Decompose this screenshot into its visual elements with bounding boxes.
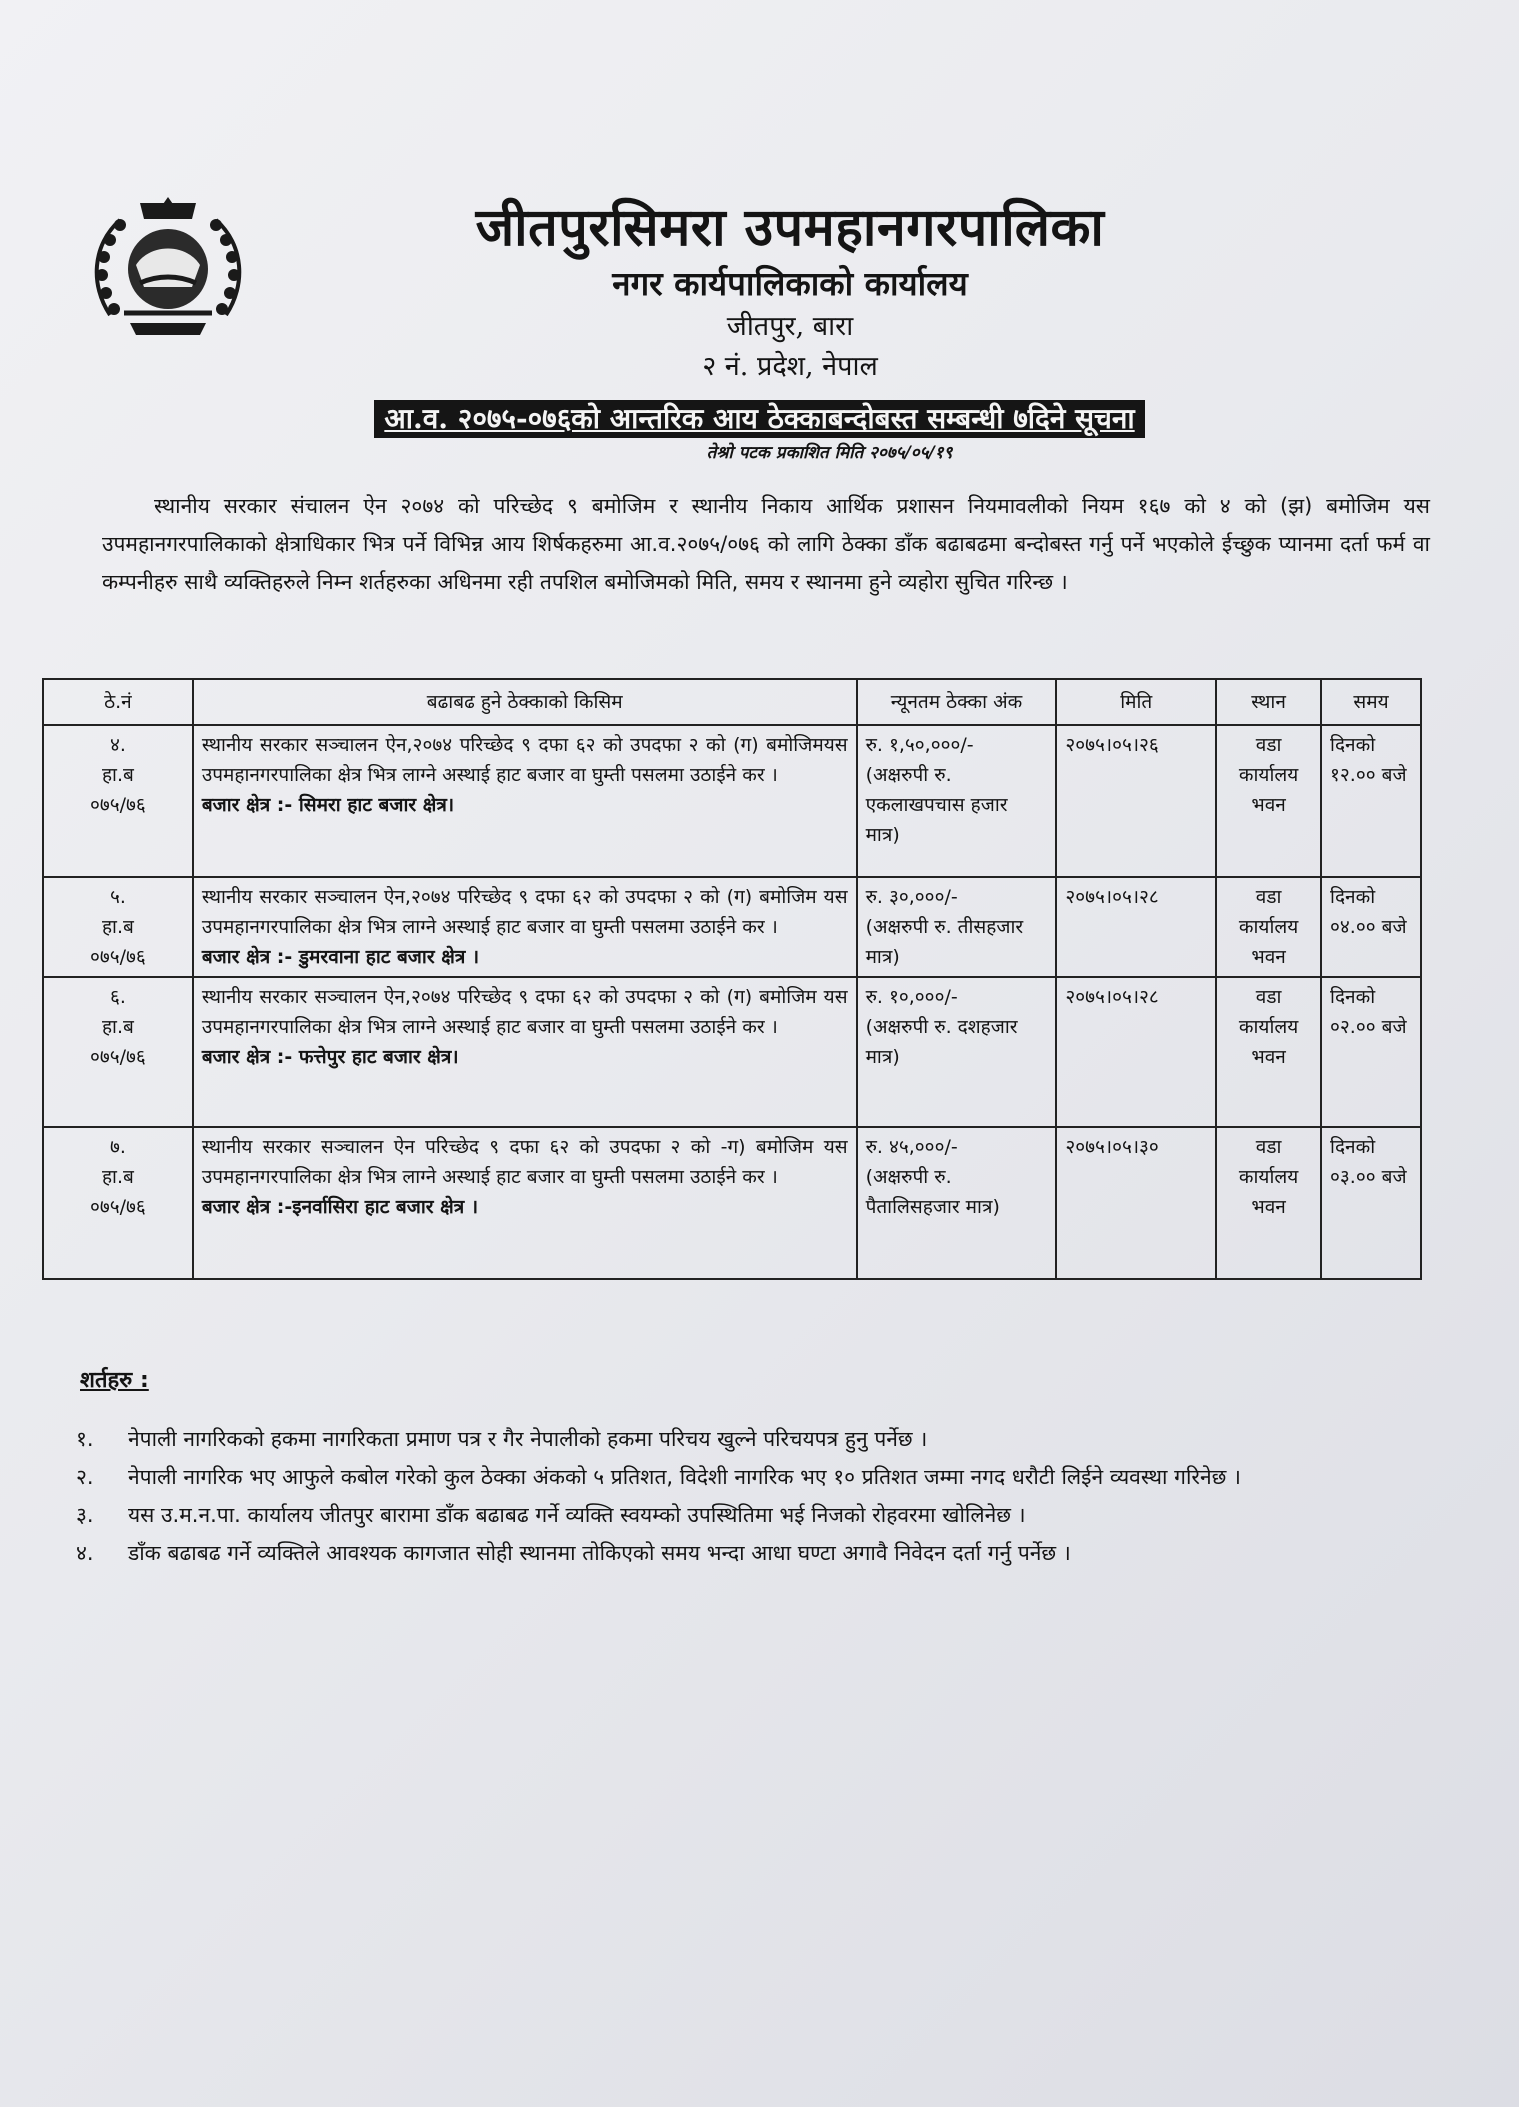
nepal-emblem-icon xyxy=(80,195,256,345)
row-amount-cell xyxy=(857,977,1057,1127)
row-amount-words: (अक्षरुपी रु. पैतालिसहजार मात्र) xyxy=(865,1166,1000,1218)
office-province: २ नं. प्रदेश, नेपाल xyxy=(702,351,878,382)
row-no-cell xyxy=(43,1127,193,1279)
row-desc-cell xyxy=(193,877,857,977)
office-name: नगर कार्यपालिकाको कार्यालय xyxy=(612,264,968,303)
header-no: ठे.नं xyxy=(43,679,193,725)
row-place: वडा कार्यालय भवन xyxy=(1216,725,1321,877)
row-time: दिनको ०३.०० बजे xyxy=(1321,1127,1421,1279)
list-item xyxy=(76,1458,1426,1496)
row-amount-words: (अक्षरुपी रु. तीसहजार मात्र) xyxy=(865,916,1024,968)
row-no-cell xyxy=(43,877,193,977)
table-row xyxy=(43,1127,1421,1279)
row-amount: रु. ३०,०००/- xyxy=(865,886,958,908)
terms-list xyxy=(76,1420,1426,1572)
row-no: ४. xyxy=(109,734,126,756)
banner-wrap xyxy=(0,400,1519,438)
row-no-cell xyxy=(43,977,193,1127)
row-year: ०७५/७६ xyxy=(90,946,146,968)
row-amount: रु. १०,०००/- xyxy=(865,986,958,1008)
table-header-row xyxy=(43,679,1421,725)
terms-title: शर्तहरु : xyxy=(80,1368,149,1393)
row-amount: रु. ४५,०००/- xyxy=(865,1136,958,1158)
term-number: ४. xyxy=(76,1541,94,1565)
row-amount-cell xyxy=(857,1127,1057,1279)
list-item xyxy=(76,1534,1426,1572)
row-amount-cell xyxy=(857,877,1057,977)
term-number: २. xyxy=(76,1465,94,1489)
row-desc-cell xyxy=(193,725,857,877)
row-amount-cell xyxy=(857,725,1057,877)
header-place: स्थान xyxy=(1216,679,1321,725)
term-text: डाँक बढाबढ गर्ने व्यक्तिले आवश्यक कागजात सोही स्थानमा तोकिएको समय भन्दा आधा घण्टा अगावै निवेदन दर्ता गर्नु पर्नेछ । xyxy=(128,1541,1071,1565)
row-no: ५. xyxy=(109,886,126,908)
notice-banner: आ.व. २०७५-०७६को आन्तरिक आय ठेक्काबन्दोबस्त सम्बन्धी ७दिने सूचना xyxy=(374,400,1144,438)
row-market: बजार क्षेत्र :- सिमरा हाट बजार क्षेत्र। xyxy=(201,794,455,816)
row-desc-cell xyxy=(193,1127,857,1279)
row-year: ०७५/७६ xyxy=(90,1046,146,1068)
row-date: २०७५।०५।२६ xyxy=(1056,725,1216,877)
row-year: ०७५/७६ xyxy=(90,794,146,816)
list-item xyxy=(76,1496,1426,1534)
published-date-note: तेश्रो पटक प्रकाशित मिति २०७५/०५/१९ xyxy=(706,443,953,463)
row-market: बजार क्षेत्र :- डुमरवाना हाट बजार क्षेत्र । xyxy=(201,946,480,968)
row-amount-words: (अक्षरुपी रु. एकलाखपचास हजार मात्र) xyxy=(865,764,1008,846)
list-item xyxy=(76,1420,1426,1458)
intro-paragraph: स्थानीय सरकार संचालन ऐन २०७४ को परिच्छेद ९ बमोजिम र स्थानीय निकाय आर्थिक प्रशासन नियमावलीको नियम १६७ को ४ को (झ) बमोजिम यस उपमहानगरपालिकाको क्षेत्राधिकार भित्र पर्ने विभिन्न आय शिर्षकहरुमा आ.व.२०७५/०७६ को लागि ठेक्का डाँक बढाबढमा बन्दोबस्त गर्नु पर्ने भएकोले ईच्छुक प्यानमा दर्ता फर्म वा कम्पनीहरु साथै व्यक्तिहरुले निम्न शर्तहरुका अधिनमा रही तपशिल बमोजिमको मिति, समय र स्थानमा हुने व्यहोरा सुचित गरिन्छ । xyxy=(102,494,1430,594)
row-time: दिनको ०४.०० बजे xyxy=(1321,877,1421,977)
row-no: ६. xyxy=(109,986,126,1008)
row-place: वडा कार्यालय भवन xyxy=(1216,977,1321,1127)
row-desc: स्थानीय सरकार सञ्चालन ऐन,२०७४ परिच्छेद ९ दफा ६२ को उपदफा २ को (ग) बमोजिम यस उपमहानगरपालिका क्षेत्र भित्र लाग्ने अस्थाई हाट बजार वा घुम्ती पसलमा उठाईने कर । xyxy=(201,886,848,938)
contract-table xyxy=(42,678,1422,1280)
term-text: नेपाली नागरिकको हकमा नागरिकता प्रमाण पत्र र गैर नेपालीको हकमा परिचय खुल्ने परिचयपत्र हुनु पर्नेछ । xyxy=(128,1427,928,1451)
table-row xyxy=(43,725,1421,877)
term-text: नेपाली नागरिक भए आफुले कबोल गरेको कुल ठेक्का अंकको ५ प्रतिशत, विदेशी नागरिक भए १० प्रतिशत जम्मा नगद धरौटी लिईने व्यवस्था गरिनेछ । xyxy=(128,1465,1241,1489)
header-time: समय xyxy=(1321,679,1421,725)
header-desc: बढाबढ हुने ठेक्काको किसिम xyxy=(193,679,857,725)
row-place: वडा कार्यालय भवन xyxy=(1216,1127,1321,1279)
office-place: जीतपुर, बारा xyxy=(726,311,854,342)
row-no-cell xyxy=(43,725,193,877)
row-desc: स्थानीय सरकार सञ्चालन ऐन परिच्छेद ९ दफा ६२ को उपदफा २ को -ग) बमोजिम यस उपमहानगरपालिका क्षेत्र भित्र लाग्ने अस्थाई हाट बजार वा घुम्ती पसलमा उठाईने कर । xyxy=(201,1136,848,1188)
table-row xyxy=(43,977,1421,1127)
row-date: २०७५।०५।३० xyxy=(1056,1127,1216,1279)
term-text: यस उ.म.न.पा. कार्यालय जीतपुर बारामा डाँक बढाबढ गर्ने व्यक्ति स्वयम्को उपस्थितिमा भई निजको रोहवरमा खोलिनेछ । xyxy=(128,1503,1026,1527)
row-date: २०७५।०५।२८ xyxy=(1056,877,1216,977)
row-market: बजार क्षेत्र :-इनर्वासिरा हाट बजार क्षेत्र । xyxy=(201,1196,479,1218)
row-desc-cell xyxy=(193,977,857,1127)
header-amount: न्यूनतम ठेक्का अंक xyxy=(857,679,1057,725)
row-place: वडा कार्यालय भवन xyxy=(1216,877,1321,977)
row-code: हा.ब xyxy=(101,1016,134,1038)
municipality-title: जीतपुरसिमरा उपमहानगरपालिका xyxy=(475,197,1105,258)
row-market: बजार क्षेत्र :- फत्तेपुर हाट बजार क्षेत्र। xyxy=(201,1046,459,1068)
row-desc: स्थानीय सरकार सञ्चालन ऐन,२०७४ परिच्छेद ९ दफा ६२ को उपदफा २ को (ग) बमोजिमयस उपमहानगरपालिका क्षेत्र भित्र लाग्ने अस्थाई हाट बजार वा घुम्ती पसलमा उठाईने कर । xyxy=(201,734,848,786)
row-desc: स्थानीय सरकार सञ्चालन ऐन,२०७४ परिच्छेद ९ दफा ६२ को उपदफा २ को (ग) बमोजिम यस उपमहानगरपालिका क्षेत्र भित्र लाग्ने अस्थाई हाट बजार वा घुम्ती पसलमा उठाईने कर । xyxy=(201,986,848,1038)
header-date: मिति xyxy=(1056,679,1216,725)
row-time: दिनको १२.०० बजे xyxy=(1321,725,1421,877)
table-row xyxy=(43,877,1421,977)
row-code: हा.ब xyxy=(101,1166,134,1188)
header xyxy=(250,195,1270,387)
row-no: ७. xyxy=(109,1136,126,1158)
row-date: २०७५।०५।२८ xyxy=(1056,977,1216,1127)
row-year: ०७५/७६ xyxy=(90,1196,146,1218)
term-number: १. xyxy=(76,1427,94,1451)
row-amount: रु. १,५०,०००/- xyxy=(865,734,974,756)
row-amount-words: (अक्षरुपी रु. दशहजार मात्र) xyxy=(865,1016,1018,1068)
row-time: दिनको ०२.०० बजे xyxy=(1321,977,1421,1127)
row-code: हा.ब xyxy=(101,916,134,938)
term-number: ३. xyxy=(76,1503,94,1527)
row-code: हा.ब xyxy=(101,764,134,786)
